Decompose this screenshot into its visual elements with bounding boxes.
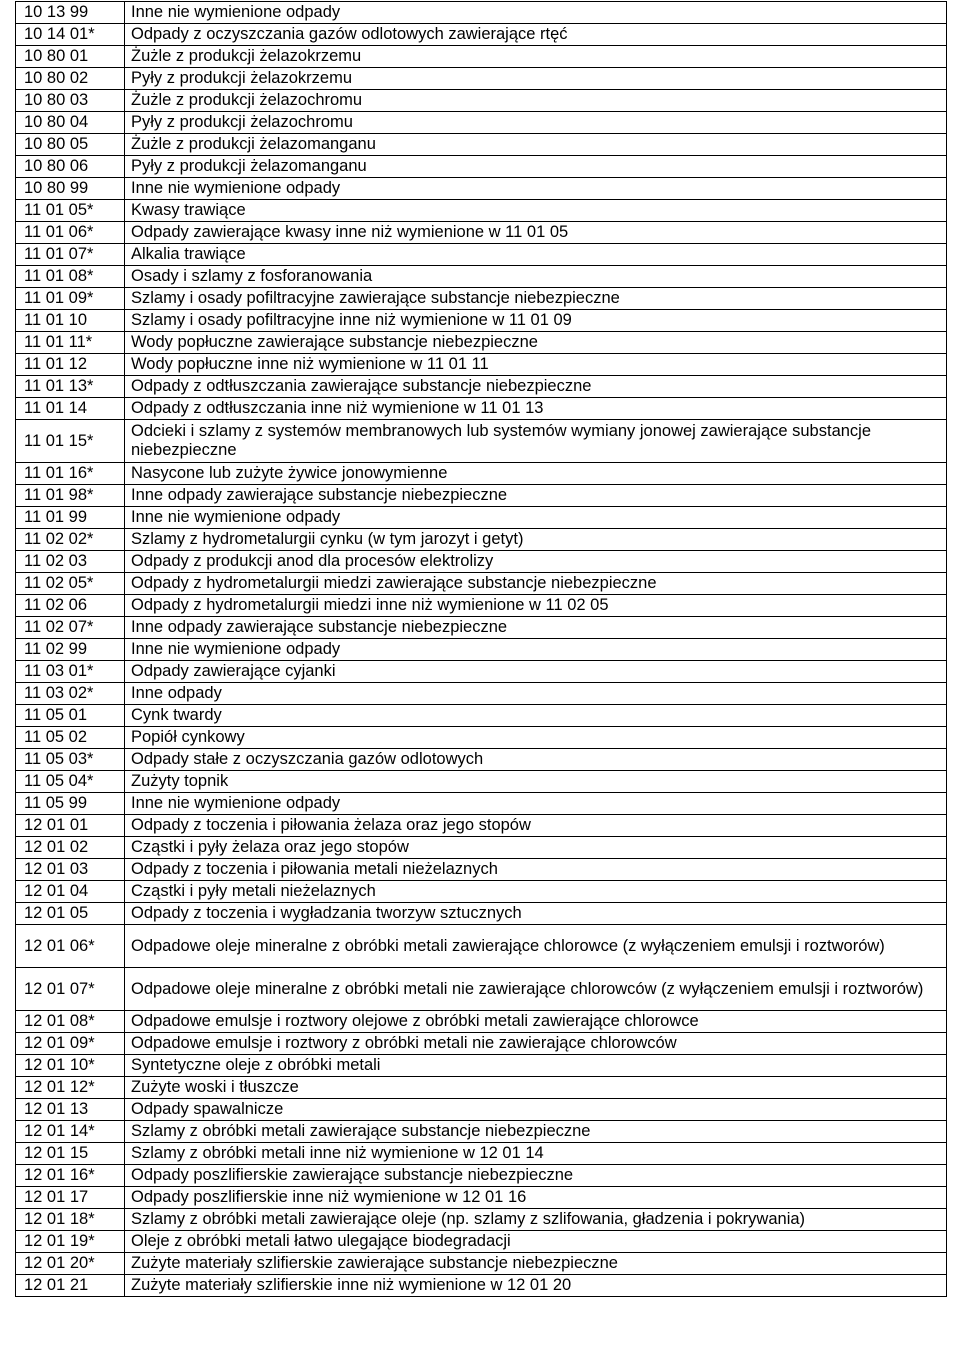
waste-code-cell: 12 01 07*	[16, 968, 125, 1011]
waste-description-cell: Inne odpady zawierające substancje niebezpieczne	[125, 617, 947, 639]
waste-description-cell: Oleje z obróbki metali łatwo ulegające biodegradacji	[125, 1231, 947, 1253]
table-row	[16, 683, 947, 705]
waste-code-cell: 11 01 05*	[16, 200, 125, 222]
table-row	[16, 749, 947, 771]
table-row	[16, 332, 947, 354]
table-row	[16, 925, 947, 968]
waste-code-cell: 11 01 16*	[16, 463, 125, 485]
waste-description-cell: Zużyte materiały szlifierskie zawierające substancje niebezpieczne	[125, 1253, 947, 1275]
table-row	[16, 903, 947, 925]
waste-code-cell: 10 80 99	[16, 178, 125, 200]
waste-description-cell: Odpady zawierające kwasy inne niż wymienione w 11 01 05	[125, 222, 947, 244]
waste-code-cell: 11 05 02	[16, 727, 125, 749]
waste-description-cell: Odpady stałe z oczyszczania gazów odlotowych	[125, 749, 947, 771]
waste-code-cell: 11 01 08*	[16, 266, 125, 288]
table-row	[16, 112, 947, 134]
waste-code-cell: 12 01 09*	[16, 1033, 125, 1055]
waste-code-cell: 12 01 21	[16, 1275, 125, 1297]
waste-code-cell: 12 01 19*	[16, 1231, 125, 1253]
table-row	[16, 266, 947, 288]
waste-description-cell: Odpady z oczyszczania gazów odlotowych zawierające rtęć	[125, 24, 947, 46]
table-row	[16, 1033, 947, 1055]
table-row	[16, 90, 947, 112]
waste-code-cell: 11 01 15*	[16, 420, 125, 463]
waste-description-cell: Szlamy i osady pofiltracyjne zawierające substancje niebezpieczne	[125, 288, 947, 310]
waste-code-cell: 12 01 10*	[16, 1055, 125, 1077]
waste-description-cell: Inne nie wymienione odpady	[125, 2, 947, 24]
waste-description-cell: Szlamy i osady pofiltracyjne inne niż wymienione w 11 01 09	[125, 310, 947, 332]
table-row	[16, 771, 947, 793]
table-row	[16, 617, 947, 639]
waste-description-cell: Syntetyczne oleje z obróbki metali	[125, 1055, 947, 1077]
waste-description-cell: Osady i szlamy z fosforanowania	[125, 266, 947, 288]
table-row	[16, 463, 947, 485]
table-row	[16, 1209, 947, 1231]
waste-code-cell: 12 01 06*	[16, 925, 125, 968]
table-row	[16, 837, 947, 859]
waste-description-cell: Odpady z hydrometalurgii miedzi inne niż wymienione w 11 02 05	[125, 595, 947, 617]
waste-code-cell: 12 01 15	[16, 1143, 125, 1165]
waste-description-cell: Odpady spawalnicze	[125, 1099, 947, 1121]
waste-description-cell: Inne odpady zawierające substancje niebezpieczne	[125, 485, 947, 507]
waste-code-cell: 11 01 07*	[16, 244, 125, 266]
waste-description-cell: Odpady z hydrometalurgii miedzi zawierające substancje niebezpieczne	[125, 573, 947, 595]
waste-code-cell: 11 02 06	[16, 595, 125, 617]
table-row	[16, 376, 947, 398]
waste-code-cell: 10 80 02	[16, 68, 125, 90]
waste-code-cell: 12 01 03	[16, 859, 125, 881]
waste-description-cell: Odpady poszlifierskie zawierające substancje niebezpieczne	[125, 1165, 947, 1187]
waste-description-cell: Szlamy z obróbki metali inne niż wymienione w 12 01 14	[125, 1143, 947, 1165]
waste-description-cell: Odpady z toczenia i piłowania żelaza oraz jego stopów	[125, 815, 947, 837]
waste-code-cell: 10 80 04	[16, 112, 125, 134]
table-row	[16, 661, 947, 683]
waste-code-table-body	[16, 2, 947, 1297]
waste-code-cell: 12 01 20*	[16, 1253, 125, 1275]
table-row	[16, 859, 947, 881]
waste-description-cell: Inne nie wymienione odpady	[125, 639, 947, 661]
waste-description-cell: Inne nie wymienione odpady	[125, 793, 947, 815]
table-row	[16, 815, 947, 837]
table-row	[16, 68, 947, 90]
waste-description-cell: Wody popłuczne zawierające substancje niebezpieczne	[125, 332, 947, 354]
waste-code-cell: 12 01 12*	[16, 1077, 125, 1099]
waste-code-cell: 11 01 11*	[16, 332, 125, 354]
table-row	[16, 551, 947, 573]
waste-description-cell: Odpadowe emulsje i roztwory olejowe z obróbki metali zawierające chlorowce	[125, 1011, 947, 1033]
waste-code-cell: 11 01 14	[16, 398, 125, 420]
table-row	[16, 244, 947, 266]
waste-description-cell: Szlamy z obróbki metali zawierające oleje (np. szlamy z szlifowania, gładzenia i pokrywania)	[125, 1209, 947, 1231]
waste-description-cell: Zużyte woski i tłuszcze	[125, 1077, 947, 1099]
waste-description-cell: Odcieki i szlamy z systemów membranowych lub systemów wymiany jonowej zawierające substancje niebezpieczne	[125, 420, 947, 463]
waste-description-cell: Odpady poszlifierskie inne niż wymienione w 12 01 16	[125, 1187, 947, 1209]
table-row	[16, 1143, 947, 1165]
waste-code-cell: 11 02 99	[16, 639, 125, 661]
waste-description-cell: Pyły z produkcji żelazokrzemu	[125, 68, 947, 90]
waste-description-cell: Wody popłuczne inne niż wymienione w 11 01 11	[125, 354, 947, 376]
waste-description-cell: Pyły z produkcji żelazomanganu	[125, 156, 947, 178]
waste-description-cell: Nasycone lub zużyte żywice jonowymienne	[125, 463, 947, 485]
waste-description-cell: Popiół cynkowy	[125, 727, 947, 749]
waste-code-cell: 12 01 17	[16, 1187, 125, 1209]
waste-description-cell: Zużyte materiały szlifierskie inne niż wymienione w 12 01 20	[125, 1275, 947, 1297]
table-row	[16, 793, 947, 815]
table-row	[16, 705, 947, 727]
waste-description-cell: Odpady z toczenia i piłowania metali nieżelaznych	[125, 859, 947, 881]
waste-code-cell: 12 01 14*	[16, 1121, 125, 1143]
table-row	[16, 1231, 947, 1253]
table-row	[16, 46, 947, 68]
table-row	[16, 507, 947, 529]
table-row	[16, 420, 947, 463]
waste-description-cell: Odpadowe emulsje i roztwory z obróbki metali nie zawierające chlorowców	[125, 1033, 947, 1055]
table-row	[16, 1055, 947, 1077]
table-row	[16, 529, 947, 551]
waste-description-cell: Odpady z toczenia i wygładzania tworzyw sztucznych	[125, 903, 947, 925]
waste-description-cell: Odpady zawierające cyjanki	[125, 661, 947, 683]
table-row	[16, 1011, 947, 1033]
waste-code-cell: 11 05 03*	[16, 749, 125, 771]
waste-code-cell: 11 02 07*	[16, 617, 125, 639]
waste-code-cell: 12 01 08*	[16, 1011, 125, 1033]
table-row	[16, 288, 947, 310]
waste-code-cell: 11 01 06*	[16, 222, 125, 244]
waste-code-cell: 11 03 02*	[16, 683, 125, 705]
waste-description-cell: Inne nie wymienione odpady	[125, 178, 947, 200]
waste-description-cell: Alkalia trawiące	[125, 244, 947, 266]
waste-code-cell: 11 01 09*	[16, 288, 125, 310]
waste-code-cell: 11 01 10	[16, 310, 125, 332]
waste-code-cell: 10 80 03	[16, 90, 125, 112]
table-row	[16, 1275, 947, 1297]
waste-description-cell: Kwasy trawiące	[125, 200, 947, 222]
waste-description-cell: Cząstki i pyły metali nieżelaznych	[125, 881, 947, 903]
table-row	[16, 1165, 947, 1187]
waste-description-cell: Inne nie wymienione odpady	[125, 507, 947, 529]
waste-code-cell: 11 05 01	[16, 705, 125, 727]
waste-description-cell: Żużle z produkcji żelazomanganu	[125, 134, 947, 156]
waste-description-cell: Odpady z produkcji anod dla procesów elektrolizy	[125, 551, 947, 573]
waste-description-cell: Zużyty topnik	[125, 771, 947, 793]
table-row	[16, 200, 947, 222]
waste-code-cell: 11 02 02*	[16, 529, 125, 551]
waste-code-cell: 11 05 04*	[16, 771, 125, 793]
waste-description-cell: Pyły z produkcji żelazochromu	[125, 112, 947, 134]
waste-code-cell: 10 14 01*	[16, 24, 125, 46]
waste-code-table	[15, 1, 947, 1297]
waste-code-cell: 12 01 02	[16, 837, 125, 859]
waste-description-cell: Odpadowe oleje mineralne z obróbki metali zawierające chlorowce (z wyłączeniem emulsji i roztworów)	[125, 925, 947, 968]
waste-code-cell: 10 80 01	[16, 46, 125, 68]
table-row	[16, 156, 947, 178]
table-row	[16, 310, 947, 332]
table-row	[16, 134, 947, 156]
waste-code-cell: 11 01 13*	[16, 376, 125, 398]
table-row	[16, 968, 947, 1011]
table-row	[16, 881, 947, 903]
waste-code-cell: 12 01 18*	[16, 1209, 125, 1231]
waste-description-cell: Szlamy z hydrometalurgii cynku (w tym jarozyt i getyt)	[125, 529, 947, 551]
table-row	[16, 178, 947, 200]
waste-code-cell: 12 01 13	[16, 1099, 125, 1121]
waste-code-cell: 12 01 05	[16, 903, 125, 925]
table-row	[16, 354, 947, 376]
waste-code-cell: 11 02 05*	[16, 573, 125, 595]
table-row	[16, 485, 947, 507]
table-row	[16, 595, 947, 617]
table-row	[16, 1099, 947, 1121]
waste-code-cell: 12 01 01	[16, 815, 125, 837]
table-row	[16, 1121, 947, 1143]
table-row	[16, 1253, 947, 1275]
waste-code-cell: 11 01 99	[16, 507, 125, 529]
waste-description-cell: Odpady z odtłuszczania zawierające substancje niebezpieczne	[125, 376, 947, 398]
waste-code-cell: 11 02 03	[16, 551, 125, 573]
table-row	[16, 2, 947, 24]
waste-code-cell: 10 13 99	[16, 2, 125, 24]
table-row	[16, 1187, 947, 1209]
waste-code-cell: 10 80 06	[16, 156, 125, 178]
table-row	[16, 727, 947, 749]
table-row	[16, 1077, 947, 1099]
waste-code-cell: 11 01 98*	[16, 485, 125, 507]
waste-code-cell: 12 01 04	[16, 881, 125, 903]
table-row	[16, 573, 947, 595]
waste-description-cell: Odpadowe oleje mineralne z obróbki metali nie zawierające chlorowców (z wyłączeniem emulsji i roztworów)	[125, 968, 947, 1011]
waste-description-cell: Inne odpady	[125, 683, 947, 705]
table-row	[16, 398, 947, 420]
waste-code-cell: 11 05 99	[16, 793, 125, 815]
waste-code-cell: 12 01 16*	[16, 1165, 125, 1187]
waste-code-cell: 11 03 01*	[16, 661, 125, 683]
waste-description-cell: Żużle z produkcji żelazokrzemu	[125, 46, 947, 68]
waste-description-cell: Cynk twardy	[125, 705, 947, 727]
waste-description-cell: Żużle z produkcji żelazochromu	[125, 90, 947, 112]
table-row	[16, 639, 947, 661]
waste-description-cell: Odpady z odtłuszczania inne niż wymienione w 11 01 13	[125, 398, 947, 420]
table-row	[16, 222, 947, 244]
waste-description-cell: Cząstki i pyły żelaza oraz jego stopów	[125, 837, 947, 859]
waste-code-cell: 11 01 12	[16, 354, 125, 376]
table-row	[16, 24, 947, 46]
waste-description-cell: Szlamy z obróbki metali zawierające substancje niebezpieczne	[125, 1121, 947, 1143]
waste-code-cell: 10 80 05	[16, 134, 125, 156]
